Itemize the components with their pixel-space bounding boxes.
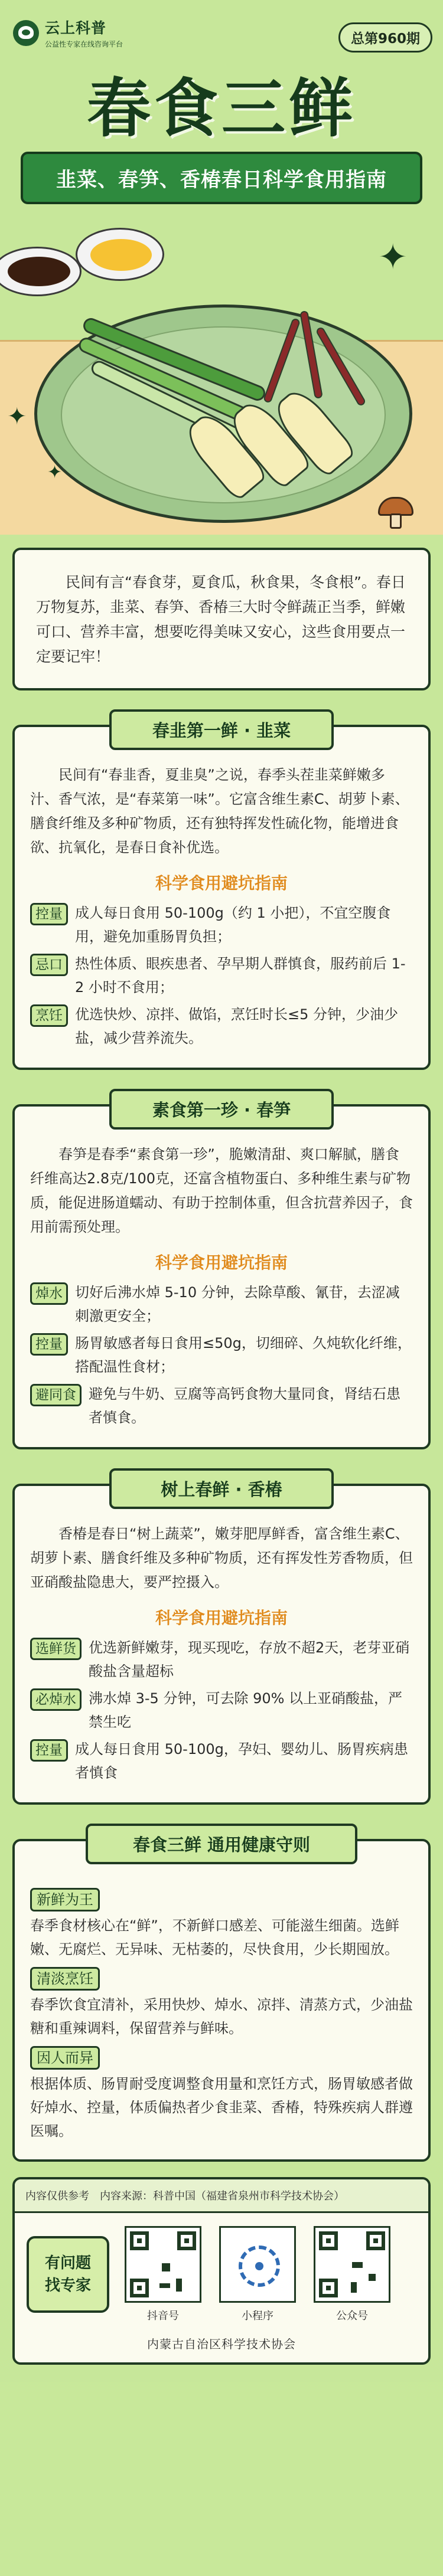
tips-list [30,1636,413,1785]
health-rules-card [12,1835,431,2162]
code-label: 小程序 [242,2310,273,2323]
douyin-qr-icon [125,2226,201,2303]
tip-tag: 忌口 [30,954,68,976]
top-bar [0,0,443,65]
rule-text: 春季饮食宜清补，采用快炒、焯水、凉拌、清蒸方式，少油盐糖和重辣调料，保留营养与鲜味。 [30,1996,413,2037]
tip-item [30,1382,413,1429]
guide-title: 科学食用避坑指南 [155,873,288,893]
sparkle-icon: ✦ [378,237,408,279]
tip-tag: 焯水 [30,1282,68,1305]
tip-text: 热性体质、眼疾患者、孕早期人群慎食，服药前后 1-2 小时不食用； [75,955,406,996]
section-title: 素食第一珍 · 春笋 [109,1089,334,1130]
rule-tag: 新鲜为王 [30,1888,100,1911]
rule-item [30,1967,413,2040]
rule-tag: 因人而异 [30,2046,100,2070]
tips-list [30,1281,413,1429]
qr-code-douyin[interactable] [125,2226,201,2323]
guide-title: 科学食用避坑指南 [155,1608,288,1628]
section-body: 春笋是春季“素食第一珍”，脆嫩清甜、爽口解腻，膳食纤维高达2.8克/100克，还富含植物蛋白、多种维生素与矿物质，能促进肠道蠕动、有助于控制体重，但含抗营养因子，食用前需预处理。 [30,1146,413,1236]
tip-tag: 烹饪 [30,1004,68,1027]
tip-text: 切好后沸水焯 5-10 分钟，去除草酸、氰苷，去涩减刺激更安全； [75,1284,400,1325]
soy-sauce-bowl-icon [0,247,82,296]
rule-text: 春季食材核心在“鲜”，不新鲜口感差、可能滋生细菌。选鲜嫩、无腐烂、无异味、无枯萎的，尽快食用，少长期囤放。 [30,1917,399,1958]
section-leek [12,721,431,1070]
issue-badge: 总第960期 [338,22,432,53]
page-title: 春食三鲜 [86,72,356,146]
tip-item [30,1281,413,1328]
tip-tag: 控量 [30,1739,68,1762]
tip-tag: 必焯水 [30,1688,82,1711]
miniprogram-qr-icon [219,2226,296,2303]
tip-text: 成人每日食用 50-100g（约 1 小把），不宜空腹食用，避免加重肠胃负担； [75,905,391,945]
qr-code-wechat[interactable] [314,2226,390,2323]
tip-tag: 避同食 [30,1384,82,1406]
section-chinese-toon [12,1480,431,1805]
rule-item [30,1888,413,1961]
brand-subtitle: 公益性专家在线咨询平台 [45,40,123,48]
tip-item [30,952,413,999]
tip-text: 优选快炒、凉拌、做馅，烹饪时长≤5 分钟，少油少盐，减少营养流失。 [75,1006,399,1047]
code-label: 公众号 [336,2310,368,2323]
hero-illustration [0,204,443,535]
tip-item [30,1636,413,1683]
rule-text: 根据体质、肠胃耐受度调整食用量和烹饪方式，肠胃敏感者做好焯水、控量，体质偏热者少食韭菜、香椿，特殊疾病人群遵医嘱。 [30,2076,413,2140]
brand-name: 云上科普 [45,19,107,37]
tip-tag: 控量 [30,1333,68,1356]
tip-item [30,1737,413,1785]
guide-title: 科学食用避坑指南 [155,1253,288,1273]
tip-tag: 控量 [30,903,68,925]
tip-item [30,901,413,948]
tip-text: 沸水焯 3-5 分钟，可去除 90% 以上亚硝酸盐，严禁生吃 [89,1690,403,1731]
mushroom-icon [378,497,413,530]
qr-code-miniprogram[interactable] [219,2226,296,2323]
subtitle-banner: 韭菜、春笋、香椿春日科学食用指南 [21,152,422,204]
section-title: 春食三鲜 通用健康守则 [86,1824,357,1864]
section-body: 民间有“春韭香，夏韭臭”之说，春季头茬韭菜鲜嫩多汁、香气浓，是“春菜第一味”。它富含维生素C、胡萝卜素、膳食纤维及多种矿物质，还有独特挥发性硫化物，能增进食欲、抗氧化，是春日食补优选。 [30,767,409,856]
tip-text: 避免与牛奶、豆腐等高钙食物大量同食，肾结石患者慎食。 [89,1386,400,1426]
rule-tag: 清淡烹饪 [30,1967,100,1991]
section-body: 香椿是春日“树上蔬菜”，嫩芽肥厚鲜香，富含维生素C、胡萝卜素、膳食纤维及多种矿物质，还有挥发性芳香物质，但亚硝酸盐隐患大，要严控摄入。 [30,1526,413,1591]
tip-text: 肠胃敏感者每日食用≤50g，切细碎、久炖软化纤维，搭配温性食材； [75,1335,412,1376]
disclaimer: 内容仅供参考 [25,2190,89,2203]
association-name: 内蒙古自治区科学技术协会 [147,2337,296,2352]
cloud-logo-icon [13,20,39,46]
brand[interactable] [13,17,123,49]
sparkle-icon: ✦ [7,403,27,431]
section-bamboo-shoot [12,1100,431,1449]
tip-text: 优选新鲜嫩芽，现买现吃，存放不超2天，老芽亚硝酸盐含量超标 [89,1639,410,1680]
tip-tag: 选鲜货 [30,1638,82,1660]
ask-expert-button[interactable]: 有问题 找专家 [27,2236,109,2313]
content-source: 内容来源：科普中国（福建省泉州市科学技术协会） [100,2190,344,2203]
intro-card: 民间有言“春食芽，夏食瓜，秋食果，冬食根”。春日万物复苏，韭菜、春笋、香椿三大时令鲜蔬正当季，鲜嫩可口、营养丰富，想要吃得美味又安心，这些食用要点一定要记牢！ [12,548,431,690]
tip-text: 成人每日食用 50-100g，孕妇、婴幼儿、肠胃疾病患者慎食 [75,1741,408,1782]
oil-bowl-icon [76,228,164,281]
sparkle-icon: ✦ [47,462,63,483]
section-title: 春韭第一鲜 · 韭菜 [109,709,334,750]
footer [12,2177,431,2365]
qr-codes [125,2226,390,2323]
code-label: 抖音号 [147,2310,179,2323]
section-title: 树上春鲜 · 香椿 [109,1468,334,1509]
rule-item [30,2046,413,2143]
wechat-qr-icon [314,2226,390,2303]
tips-list [30,901,413,1050]
tip-item [30,1687,413,1734]
tip-item [30,1003,413,1050]
tip-item [30,1331,413,1379]
